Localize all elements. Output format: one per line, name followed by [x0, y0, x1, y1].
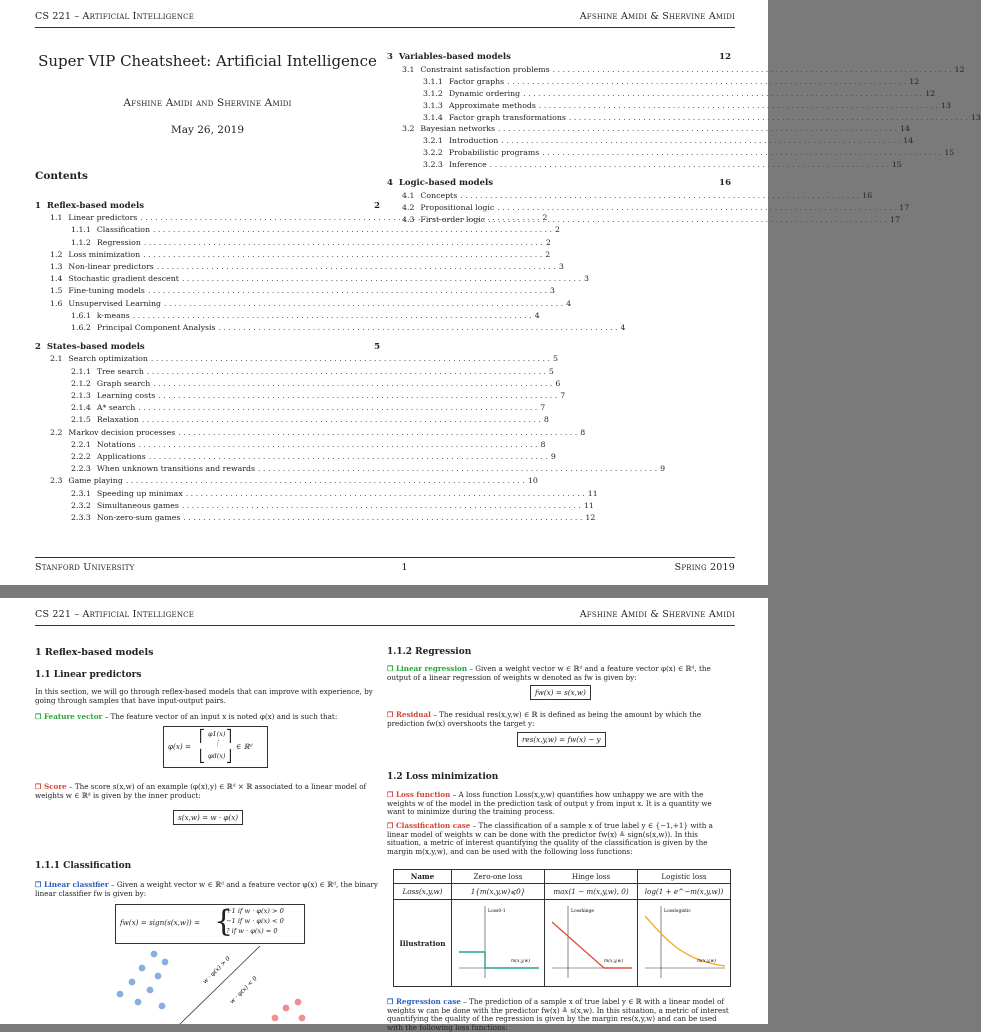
toc-entry-title: Constraint satisfaction problems [420, 64, 550, 74]
running-header [35, 11, 735, 22]
toc-entry-page: 11 [587, 488, 598, 498]
toc-entry-number: 4 [387, 178, 393, 189]
toc-entry-number: 3 [387, 52, 393, 62]
toc-entry-number: 1.3 [50, 262, 63, 272]
x-axis-label: m(x,y,w) [604, 959, 623, 964]
running-header-2 [35, 609, 735, 620]
toc-entry-page: 4 [534, 310, 540, 320]
toc-entry-number: 3.1.4 [423, 112, 443, 122]
toc-entry-number: 2.3.1 [71, 488, 91, 498]
toc-entry-number: 3.2.2 [423, 148, 443, 158]
toc-entry-title: Graph search [96, 378, 151, 388]
toc-leader-dots [148, 353, 550, 365]
toc-entry-title: Stochastic gradient descent [68, 274, 179, 284]
toc-entry-title: Probabilistic programs [448, 148, 540, 158]
class-positive-point [159, 1003, 166, 1010]
toc-entry-title: A* search [96, 403, 136, 413]
y-axis-label: Losslogistic [664, 909, 691, 914]
toc-entry-title: Linear predictors [68, 213, 138, 223]
loss-functions-table [393, 869, 731, 987]
toc-leader-dots [494, 202, 896, 214]
toc-entry-number: 1.4 [50, 274, 63, 284]
loss-function-paragraph: ❐ Loss function – A loss function Loss(x,y,w) quantifies how unhappy we are with the weights w of the model in the prediction task of output y from input x. It is a quantity we want to minimize during the training process. [387, 790, 712, 817]
toc-entry-page: 6 [555, 378, 561, 388]
toc-section-gap [35, 334, 380, 341]
toc-entry[interactable] [387, 190, 873, 202]
toc-entry-title: Reflex-based models [46, 201, 145, 211]
toc-leader-dots [550, 64, 952, 76]
toc-entry-number: 2.2.1 [71, 439, 91, 449]
toc-entry-title: Propositional logic [420, 202, 495, 212]
table-cell: log(1 + e^−m(x,y,w)) [638, 884, 731, 900]
toc-entry-number: 4.3 [402, 214, 415, 224]
toc-entry-page: 3 [583, 274, 589, 284]
toc-entry[interactable] [387, 123, 910, 135]
toc-entry-page: 5 [548, 366, 554, 376]
toc-entry-page: 2 [542, 213, 548, 223]
toc-entry-page: 13 [940, 100, 951, 110]
toc-entry[interactable] [35, 463, 666, 475]
toc-entry[interactable] [387, 64, 965, 76]
toc-entry-number: 1.1.2 [71, 237, 91, 247]
toc-leader-dots [498, 135, 900, 147]
toc-entry[interactable] [35, 366, 554, 378]
table-header-hinge: Hinge loss [545, 870, 638, 884]
hinge-loss-plot-cell [545, 900, 638, 987]
toc-entry[interactable] [35, 353, 558, 365]
header-rule [35, 625, 735, 626]
toc-leader-dots [136, 439, 538, 451]
toc-leader-dots [141, 237, 543, 249]
toc-entry[interactable] [35, 322, 626, 334]
linear-regression-equation: fw(x) = s(x,w) [530, 685, 591, 700]
toc-entry-page: 3 [549, 286, 555, 296]
toc-entry[interactable] [35, 261, 564, 273]
header-course: CS 221 – Artificial Intelligence [35, 609, 195, 620]
loss-curve [552, 922, 604, 968]
toc-entry-page: 3 [558, 262, 564, 272]
toc-right-column [387, 52, 981, 226]
table-header-logistic: Logistic loss [638, 870, 731, 884]
toc-entry-page: 8 [540, 439, 546, 449]
toc-leader-dots [155, 390, 557, 402]
toc-entry-title: Factor graphs [448, 76, 505, 86]
logistic-loss-plot [641, 902, 727, 982]
toc-entry-number: 2.1.2 [71, 378, 91, 388]
toc-entry-number: 3.1.2 [423, 88, 443, 98]
toc-entry-title: States-based models [46, 342, 145, 353]
subsection-heading-1-1-1: 1.1.1 Classification [35, 861, 132, 871]
page-2 [0, 598, 768, 1032]
toc-entry-number: 4.1 [402, 190, 415, 200]
toc-entry-page: 5 [374, 342, 380, 353]
table-cell-illustration: Illustration [394, 900, 452, 987]
table-cell: max(1 − m(x,y,w), 0) [545, 884, 638, 900]
subsection-heading-1-2: 1.2 Loss minimization [387, 772, 499, 782]
toc-entry-number: 2.1 [50, 354, 63, 364]
toc-entry-title: Regression [96, 237, 141, 247]
toc-entry-title: Principal Component Analysis [96, 323, 216, 333]
toc-entry-number: 2.3 [50, 476, 63, 486]
toc-leader-dots [485, 214, 887, 226]
toc-entry-title: First-order logic [420, 214, 486, 224]
toc-entry-number: 1.6.1 [71, 310, 91, 320]
toc-entry-number: 1.1.1 [71, 225, 91, 235]
toc-leader-dots [520, 88, 922, 100]
toc-entry-title: Simultaneous games [96, 500, 179, 510]
score-paragraph: ❐ Score – The score s(x,w) of an example (φ(x),y) ∈ ℝᵈ × ℝ associated to a linear model of weights w ∈ ℝᵈ is given by the inner product: [35, 782, 367, 800]
toc-section-entry[interactable] [387, 52, 731, 64]
toc-section-entry[interactable] [35, 200, 380, 212]
toc-section-entry[interactable] [35, 341, 380, 353]
toc-entry[interactable] [387, 214, 901, 226]
toc-leader-dots [144, 366, 546, 378]
class-positive-point [139, 965, 146, 972]
toc-entry-number: 2.1.1 [71, 366, 91, 376]
toc-entry-title: Relaxation [96, 415, 139, 425]
page-number: 1 [401, 562, 408, 573]
table-header-zero-one: Zero-one loss [452, 870, 545, 884]
toc-leader-dots [536, 100, 938, 112]
toc-entry[interactable] [35, 475, 538, 487]
document-title: Super VIP Cheatsheet: Artificial Intelligence [38, 52, 377, 70]
toc-entry-page: 12 [719, 52, 731, 62]
toc-entry[interactable] [35, 488, 598, 500]
toc-entry-page: 11 [583, 500, 594, 510]
toc-entry-title: Learning costs [96, 391, 156, 401]
toc-entry-number: 2.2.3 [71, 464, 91, 474]
toc-leader-dots [216, 322, 618, 334]
toc-leader-dots [487, 159, 889, 171]
running-footer [35, 562, 735, 573]
toc-entry-title: Approximate methods [448, 100, 536, 110]
section-heading-1: 1 Reflex-based models [35, 647, 154, 658]
toc-entry-number: 3.1.1 [423, 76, 443, 86]
zero-one-loss-plot-cell [452, 900, 545, 987]
class-negative-point [272, 1015, 279, 1022]
toc-entry-page: 9 [550, 452, 556, 462]
class-positive-point [162, 959, 169, 966]
toc-entry-page: 16 [719, 178, 731, 189]
toc-entry-page: 14 [900, 124, 910, 134]
toc-entry-title: Factor graph transformations [448, 112, 566, 122]
toc-leader-dots [130, 310, 532, 322]
toc-leader-dots [457, 190, 859, 202]
residual-term: ❐ Residual [387, 710, 431, 719]
toc-leader-dots [161, 298, 563, 310]
toc-entry-title: Classification [96, 225, 151, 235]
toc-entry-page: 17 [899, 202, 910, 212]
toc-entry-number: 1.6.2 [71, 323, 91, 333]
feature-vector-term: ❐ Feature vector [35, 712, 103, 721]
toc-entry-page: 14 [903, 136, 914, 146]
intro-paragraph: In this section, we will go through reflex-based models that can improve with experience, by going through samples that have input-output pairs. [35, 687, 373, 705]
score-equation: s(x,w) = w · φ(x) [173, 810, 243, 825]
toc-entry-number: 2 [35, 342, 41, 353]
toc-entry-page: 2 [545, 237, 551, 247]
footer-term: Spring 2019 [674, 562, 735, 573]
toc-entry-title: Variables-based models [398, 52, 511, 62]
contents-heading: Contents [35, 170, 88, 182]
toc-entry-title: Logic-based models [398, 178, 494, 189]
toc-entry-number: 1.5 [50, 286, 63, 296]
toc-entry-page: 8 [543, 415, 549, 425]
toc-entry[interactable] [35, 414, 549, 426]
document-date: May 26, 2019 [170, 124, 245, 136]
toc-entry[interactable] [387, 100, 951, 112]
positive-region-label: w · φ(x) > 0 [201, 955, 232, 986]
classifier-scatter-plot [110, 946, 310, 1024]
toc-entry[interactable] [35, 427, 586, 439]
toc-leader-dots [154, 261, 556, 273]
x-axis-label: m(x,y,w) [511, 959, 530, 964]
toc-entry-page: 2 [555, 225, 561, 235]
feature-vector-equation: φ(x) = ⎡ ⎣ φ1(x) ⋮ φd(x) ⎤ ⎦ ∈ ℝᵈ [163, 726, 268, 768]
y-axis-label: Losshinge [571, 909, 595, 914]
toc-entry[interactable] [387, 147, 955, 159]
toc-entry-title: Non-zero-sum games [96, 513, 181, 523]
toc-entry-title: Unsupervised Learning [68, 298, 162, 308]
toc-entry[interactable] [35, 285, 555, 297]
classification-case-paragraph: ❐ Classification case – The classification of a sample x of true label y ∈ {−1,+1} with a linear model of weights w can be done with the predictor fw(x) ≜ sign(s(x,w)). In this situation, a metric of interest quantifying the quality of the classification is given by the margin m(x,y,w), and can be used with the following loss functions: [387, 821, 713, 856]
toc-entry-title: Tree search [96, 366, 144, 376]
toc-entry-number: 3.2 [402, 124, 415, 134]
footer-rule [35, 557, 735, 558]
toc-leader-dots [495, 123, 897, 135]
toc-section-entry[interactable] [387, 178, 731, 190]
toc-entry-page: 17 [890, 214, 901, 224]
linear-regression-term: ❐ Linear regression [387, 664, 468, 673]
toc-entry[interactable] [35, 224, 561, 236]
toc-leader-dots [139, 414, 541, 426]
toc-entry[interactable] [35, 310, 540, 322]
toc-entry-page: 2 [374, 201, 380, 211]
toc-entry[interactable] [35, 237, 551, 249]
toc-entry-number: 2.2 [50, 427, 63, 437]
toc-leader-dots [146, 451, 548, 463]
class-negative-point [299, 1015, 306, 1022]
classification-case-term: ❐ Classification case [387, 821, 471, 830]
toc-entry-number: 2.1.3 [71, 391, 91, 401]
toc-entry-page: 16 [862, 190, 873, 200]
linear-classifier-equation: fw(x) = sign(s(x,w)) = { +1 if w · φ(x) > 0 −1 if w · φ(x) < 0 ? if w · φ(x) = 0 [115, 904, 305, 944]
toc-entry-page: 15 [944, 148, 955, 158]
toc-leader-dots [255, 463, 657, 475]
header-course: CS 221 – Artificial Intelligence [35, 11, 195, 22]
table-header-name: Name [394, 870, 452, 884]
toc-entry-page: 8 [580, 427, 586, 437]
toc-entry-title: Bayesian networks [420, 124, 496, 134]
toc-entry-page: 7 [560, 391, 566, 401]
toc-leader-dots [183, 488, 585, 500]
class-negative-point [295, 999, 302, 1006]
hinge-loss-plot [548, 902, 634, 982]
toc-entry-number: 3.2.1 [423, 136, 443, 146]
class-positive-point [117, 991, 124, 998]
regression-case-term: ❐ Regression case [387, 997, 461, 1006]
toc-entry-page: 12 [954, 64, 965, 74]
regression-case-paragraph: ❐ Regression case – The prediction of a sample x of true label y ∈ ℝ with a linear model of weights w can be done with the predictor fw(x) ≜ s(x,w). In this situation, a metric of interest quantifying the quality of the regression is given by the margin res(x,y,w) and can be used with the following loss functions: [387, 997, 729, 1032]
toc-entry-title: Game playing [68, 476, 123, 486]
toc-entry[interactable] [35, 298, 572, 310]
toc-entry-title: Speeding up minimax [96, 488, 183, 498]
toc-entry[interactable] [35, 390, 566, 402]
toc-entry-page: 12 [585, 513, 596, 523]
toc-entry-page: 4 [566, 298, 572, 308]
toc-leader-dots [566, 112, 968, 124]
toc-leader-dots [175, 427, 577, 439]
toc-entry[interactable] [387, 112, 981, 124]
toc-entry[interactable] [35, 451, 556, 463]
toc-entry-page: 15 [891, 160, 902, 170]
class-positive-point [151, 951, 158, 958]
toc-entry-number: 2.1.4 [71, 403, 91, 413]
toc-entry-number: 2.1.5 [71, 415, 91, 425]
class-positive-point [135, 999, 142, 1006]
toc-entry-page: 9 [660, 464, 666, 474]
toc-entry-title: Applications [96, 452, 146, 462]
toc-entry-number: 3.1 [402, 64, 415, 74]
toc-entry[interactable] [35, 402, 546, 414]
header-authors: Afshine Amidi & Shervine Amidi [579, 609, 735, 620]
toc-entry[interactable] [387, 88, 936, 100]
table-cell: Loss(x,y,w) [394, 884, 452, 900]
toc-entry[interactable] [35, 439, 546, 451]
linear-classifier-term: ❐ Linear classifier [35, 880, 109, 889]
toc-entry-title: Non-linear predictors [68, 262, 154, 272]
subsection-heading-1-1-2: 1.1.2 Regression [387, 647, 472, 657]
toc-entry[interactable] [35, 512, 596, 524]
toc-entry-page: 12 [909, 76, 920, 86]
zero-one-loss-plot [455, 902, 541, 982]
toc-leader-dots [504, 76, 906, 88]
toc-leader-dots [145, 285, 547, 297]
toc-entry-number: 1.2 [50, 249, 63, 259]
toc-entry-number: 2.3.3 [71, 513, 91, 523]
table-cell: 1{m(x,y,w)⩽0} [452, 884, 545, 900]
toc-entry-page: 10 [527, 476, 538, 486]
toc-entry-title: Loss minimization [68, 249, 141, 259]
toc-leader-dots [179, 273, 581, 285]
toc-entry-page: 5 [552, 354, 558, 364]
toc-leader-dots [179, 500, 581, 512]
toc-entry-number: 3.2.3 [423, 160, 443, 170]
class-positive-point [129, 979, 136, 986]
linear-regression-paragraph: ❐ Linear regression – Given a weight vector w ∈ ℝᵈ and a feature vector φ(x) ∈ ℝᵈ, the output of a linear regression of weights w denoted as fw is given by: [387, 664, 711, 682]
toc-entry-title: Search optimization [68, 354, 148, 364]
toc-entry-number: 1 [35, 201, 41, 211]
toc-entry[interactable] [387, 159, 902, 171]
toc-entry-number: 2.2.2 [71, 452, 91, 462]
class-positive-point [155, 973, 162, 980]
toc-entry-title: Concepts [420, 190, 458, 200]
toc-entry-title: Fine-tuning models [68, 286, 145, 296]
header-rule [35, 27, 735, 28]
toc-leader-dots [539, 147, 941, 159]
residual-paragraph: ❐ Residual – The residual res(x,y,w) ∈ ℝ is defined as being the amount by which the prediction fw(x) overshoots the target y: [387, 710, 702, 728]
linear-classifier-paragraph: ❐ Linear classifier – Given a weight vector w ∈ ℝᵈ and a feature vector φ(x) ∈ ℝᵈ, the binary linear classifier fw is given by: [35, 880, 378, 898]
toc-entry[interactable] [35, 500, 594, 512]
toc-entry-title: Notations [96, 439, 136, 449]
feature-vector-paragraph: ❐ Feature vector – The feature vector of an input x is noted φ(x) and is such that: [35, 712, 338, 721]
toc-entry-title: Introduction [448, 136, 499, 146]
toc-entry-title: k-means [96, 310, 130, 320]
toc-entry-number: 1.6 [50, 298, 63, 308]
toc-entry-title: Dynamic ordering [448, 88, 521, 98]
class-positive-point [147, 987, 154, 994]
toc-entry-number: 4.2 [402, 202, 415, 212]
residual-equation: res(x,y,w) = fw(x) − y [517, 732, 606, 747]
toc-entry-page: 2 [545, 249, 551, 259]
toc-entry[interactable] [387, 202, 910, 214]
x-axis-label: m(x,y,w) [697, 959, 716, 964]
score-term: ❐ Score [35, 782, 67, 791]
toc-leader-dots [180, 512, 582, 524]
toc-entry-page: 4 [620, 323, 626, 333]
toc-entry-page: 7 [540, 403, 546, 413]
subsection-heading-1-1: 1.1 Linear predictors [35, 670, 142, 680]
y-axis-label: Loss0-1 [488, 909, 506, 914]
class-negative-point [283, 1005, 290, 1012]
toc-leader-dots [140, 249, 542, 261]
header-authors: Afshine Amidi & Shervine Amidi [579, 11, 735, 22]
toc-leader-dots [123, 475, 525, 487]
toc-entry-title: Inference [448, 160, 487, 170]
footer-institution: Stanford University [35, 562, 135, 573]
toc-entry[interactable] [35, 378, 561, 390]
toc-entry[interactable] [387, 135, 914, 147]
toc-leader-dots [135, 402, 537, 414]
toc-entry-page: 12 [925, 88, 936, 98]
toc-entry[interactable] [35, 249, 551, 261]
toc-entry-title: Markov decision processes [68, 427, 176, 437]
toc-entry[interactable] [387, 76, 920, 88]
toc-entry-page: 13 [970, 112, 981, 122]
toc-entry-number: 2.3.2 [71, 500, 91, 510]
logistic-loss-plot-cell [638, 900, 731, 987]
loss-function-term: ❐ Loss function [387, 790, 451, 799]
toc-entry-number: 3.1.3 [423, 100, 443, 110]
toc-section-gap [387, 171, 731, 178]
document-authors: Afshine Amidi and Shervine Amidi [123, 97, 292, 109]
toc-entry-title: When unknown transitions and rewards [96, 464, 256, 474]
toc-entry[interactable] [35, 273, 589, 285]
negative-region-label: w · φ(x) < 0 [228, 975, 259, 1006]
toc-entry-number: 1.1 [50, 213, 63, 223]
toc-leader-dots [150, 224, 552, 236]
toc-leader-dots [150, 378, 552, 390]
